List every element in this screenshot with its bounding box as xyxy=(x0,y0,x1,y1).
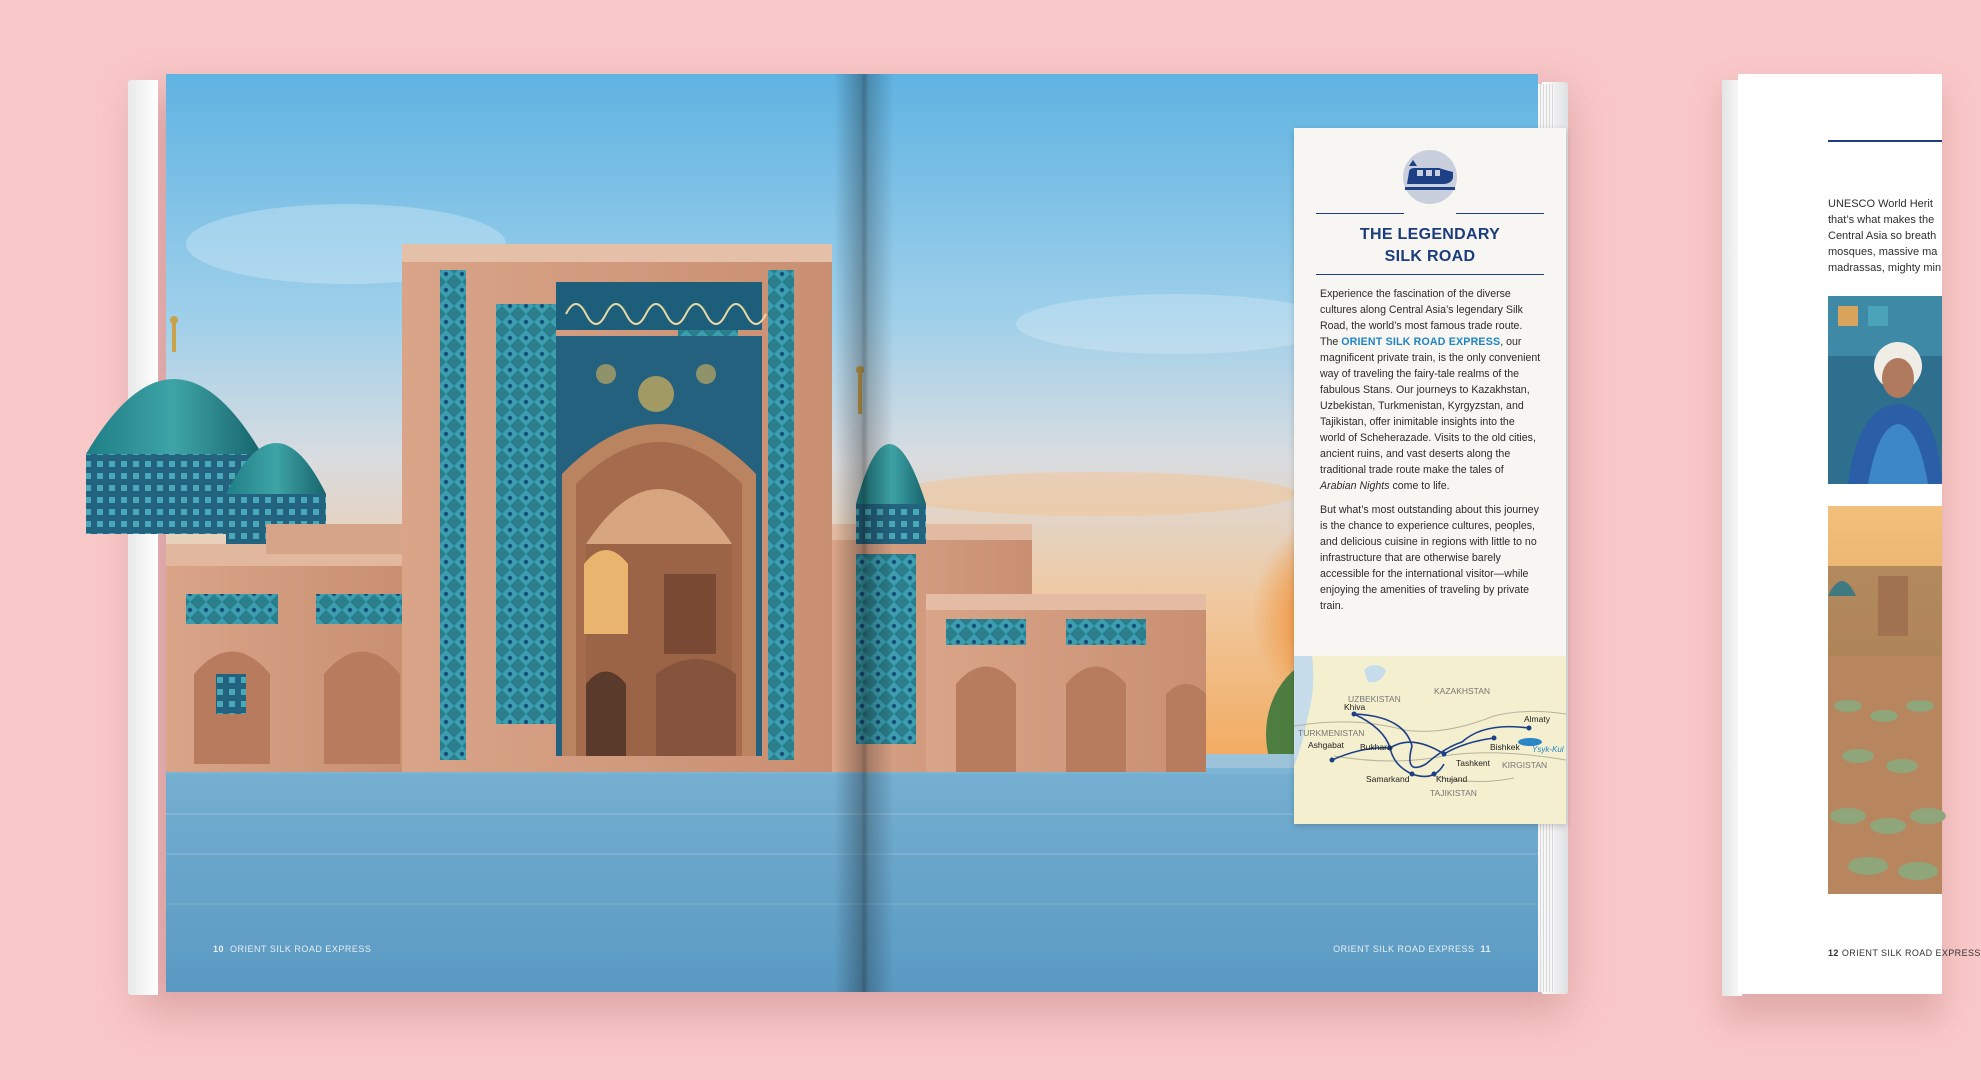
page-gutter xyxy=(834,74,894,992)
open-brochure xyxy=(128,72,1568,997)
folio xyxy=(1828,948,1981,958)
country-label: TAJIKISTAN xyxy=(1430,788,1477,798)
lake-label: Ysyk-Kul xyxy=(1532,745,1564,754)
folio-text: ORIENT SILK ROAD EXPRESS xyxy=(230,944,372,954)
country-label: TURKMENISTAN xyxy=(1298,728,1365,738)
city-label: Ashgabat xyxy=(1308,740,1344,750)
folio-left xyxy=(210,944,371,954)
page-text xyxy=(1828,196,1942,276)
page-number: 10 xyxy=(213,944,225,954)
city-dot xyxy=(1330,758,1335,763)
panel-body xyxy=(1320,286,1542,622)
divider xyxy=(1828,140,1942,142)
brand-highlight: ORIENT SILK ROAD EXPRESS xyxy=(1341,336,1501,348)
city-label: Khujand xyxy=(1436,774,1468,784)
page-number: 12 xyxy=(1828,948,1839,958)
cover-edge-left xyxy=(128,80,158,995)
city-dot xyxy=(1492,736,1497,741)
title-line: THE LEGENDARY xyxy=(1359,226,1501,243)
city-label: Samarkand xyxy=(1366,774,1410,784)
city-label: Khiva xyxy=(1344,702,1366,712)
text-line: madrassas, mighty min xyxy=(1828,262,1942,274)
text-line: mosques, massive ma xyxy=(1828,246,1938,258)
folio-right xyxy=(1333,944,1494,954)
text-line: Central Asia so breath xyxy=(1828,230,1937,242)
divider xyxy=(1316,213,1404,214)
city-photo xyxy=(1828,506,1942,894)
text-line: UNESCO World Herit xyxy=(1828,198,1933,210)
route-map xyxy=(1294,656,1566,824)
train-icon xyxy=(1403,150,1457,204)
divider xyxy=(1316,274,1544,275)
page-number: 11 xyxy=(1480,944,1491,954)
text-line: that’s what makes the xyxy=(1828,214,1935,226)
divider xyxy=(1456,213,1544,214)
second-brochure xyxy=(1722,74,1981,1014)
city-label: Bukhara xyxy=(1360,742,1392,752)
paragraph: Experience the fascination of the diverse cultures along Central Asia’s legendary Silk Road, the world’s most famous trade route. The ORIENT SILK ROAD EXPRESS, our magnificent private train, is the only convenient way of traveling the fairy-tale realms of the fabulous Stans. Our journeys to Kazakhstan, Uzbekistan, Turkmenistan, Kyrgyzstan, and Tajikistan, offer inimitable insights into the world of Scheherazade. Visits to the old cities, ancient ruins, and vast deserts along the traditional trade route make the tales of Arabian Nights come to life. xyxy=(1320,288,1541,492)
title-line: SILK ROAD xyxy=(1384,248,1476,265)
country-label: KIRGISTAN xyxy=(1502,760,1548,770)
city-dot xyxy=(1527,726,1532,731)
city-label: Bishkek xyxy=(1490,742,1520,752)
city-dot xyxy=(1410,772,1415,777)
city-label: Almaty xyxy=(1524,714,1550,724)
city-dot xyxy=(1352,712,1357,717)
city-dot xyxy=(1442,752,1447,757)
portrait-photo xyxy=(1828,296,1942,484)
brochure-page xyxy=(1738,74,1981,994)
city-label: Tashkent xyxy=(1456,758,1491,768)
folio-text: ORIENT SILK ROAD EXPRESS xyxy=(1333,944,1475,954)
country-label: UZBEKISTAN xyxy=(1348,694,1401,704)
paragraph: But what’s most outstanding about this journey is the chance to experience cultures, peoples, and delicious cuisine in regions with little to no infrastructure that are otherwise barely accessible for the international visitor—while enjoying the amenities of traveling by private train. xyxy=(1320,504,1539,612)
panel-title xyxy=(1294,224,1566,268)
country-label: KAZAKHSTAN xyxy=(1434,686,1491,696)
train-emblem xyxy=(1403,150,1457,204)
info-panel xyxy=(1294,128,1566,824)
folio-text: ORIENT SILK ROAD EXPRESS xyxy=(1841,948,1981,958)
